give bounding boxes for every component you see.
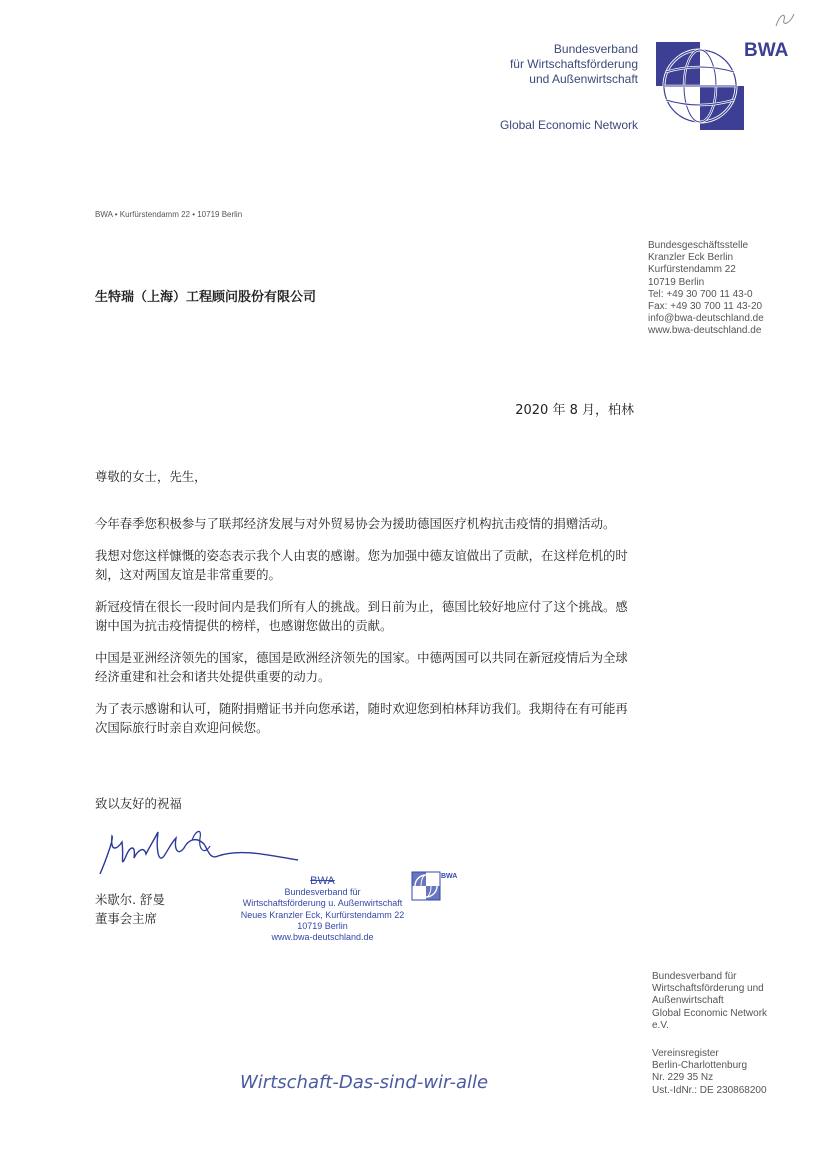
footer-org-line: e.V. [652,1019,669,1031]
stamp-line: Neues Kranzler Eck, Kurfürstendamm 22 [240,909,405,920]
stamp-line: Wirtschaftsförderung u. Außenwirtschaft [242,898,403,909]
footer-org-line: Bundesverband für [652,971,737,982]
footer-org-line: Global Economic Network [652,1007,768,1019]
recipient-name: 生特瑞（上海）工程顾问股份有限公司 [95,290,317,305]
contact-phone: Tel: +49 30 700 11 43-0 [648,288,753,300]
stamp-logo-text: BWA [441,873,458,880]
footer-register [652,1048,767,1097]
footer-register-line: Berlin-Charlottenburg [652,1060,748,1072]
footer-org-line: Außenwirtschaft [652,995,724,1007]
letterhead-network: Global Economic Network [499,118,638,132]
paragraph: 中国是亚洲经济领先的国家，德国是欧洲经济领先的国家。中德两国可以共同在新冠疫情后为全球经济重建和社会和诸共处提供重要的动力。 [95,650,628,684]
contact-line: Kranzler Eck Berlin [648,252,734,264]
org-line-1: Bundesverband [553,42,638,56]
org-line-2: für Wirtschaftsförderung [509,57,638,71]
bwa-logo-text: BWA [744,42,789,61]
footer-org-line: Wirtschaftsförderung und [652,983,764,995]
signer-title: 董事会主席 [95,911,157,926]
footer-organization [652,971,767,1032]
stamp-line: 10719 Berlin [297,920,348,931]
bwa-logo [656,42,798,130]
salutation: 尊敬的女士，先生， [95,469,207,484]
signer-name: 米歇尔. 舒曼 [95,892,165,907]
paragraph: 为了表示感谢和认可，随附捐赠证书并向您承诺，随时欢迎您到柏林拜访我们。我期待在有可能再次国际旅行时亲自欢迎问候您。 [95,701,628,735]
contact-email: info@bwa-deutschland.de [648,313,764,325]
contact-website: www.bwa-deutschland.de [648,325,762,337]
stamp-logo [410,868,460,902]
contact-line: 10719 Berlin [648,276,705,288]
contact-fax: Fax: +49 30 700 11 43-20 [648,301,763,313]
slogan: Wirtschaft-Das-sind-wir-alle [240,1072,489,1093]
letter-date: 2020 年 8 月，柏林 [515,403,634,418]
stamp-line: www.bwa-deutschland.de [271,932,374,943]
paragraph: 新冠疫情在很长一段时间内是我们所有人的挑战。到日前为止，德国比较好地应付了这个挑战。感谢中国为抗击疫情提供的榜样，也感谢您做出的贡献。 [95,599,628,633]
footer-register-line: Vereinsregister [652,1048,719,1059]
org-line-3: und Außenwirtschaft [529,72,638,86]
stamp-line: Bundesverband für [284,887,361,898]
footer-register-line: Nr. 229 35 Nz [652,1072,714,1084]
footer-vat-id: Ust.-IdNr.: DE 230868200 [652,1084,767,1096]
sender-address-line: BWA • Kurfürstendamm 22 • 10719 Berlin [95,210,243,219]
paragraph: 今年春季您积极参与了联邦经济发展与对外贸易协会为援助德国医疗机构抗击疫情的捐赠活动。 [95,516,616,531]
stamp-title: BWA [310,875,335,887]
contact-block [648,240,764,338]
contact-line: Bundesgeschäftsstelle [648,240,749,251]
letter-body [95,467,640,750]
corner-handwritten-mark [772,8,798,30]
closing: 致以友好的祝福 [95,796,182,811]
signer-block [95,890,165,928]
paragraph: 我想对您这样慷慨的姿态表示我个人由衷的感谢。您为加强中德友谊做出了贡献，在这样危机的时刻，这对两国友谊是非常重要的。 [95,548,628,582]
letterhead-org-name [398,42,638,87]
company-stamp [230,876,415,943]
contact-line: Kurfürstendamm 22 [648,264,736,276]
